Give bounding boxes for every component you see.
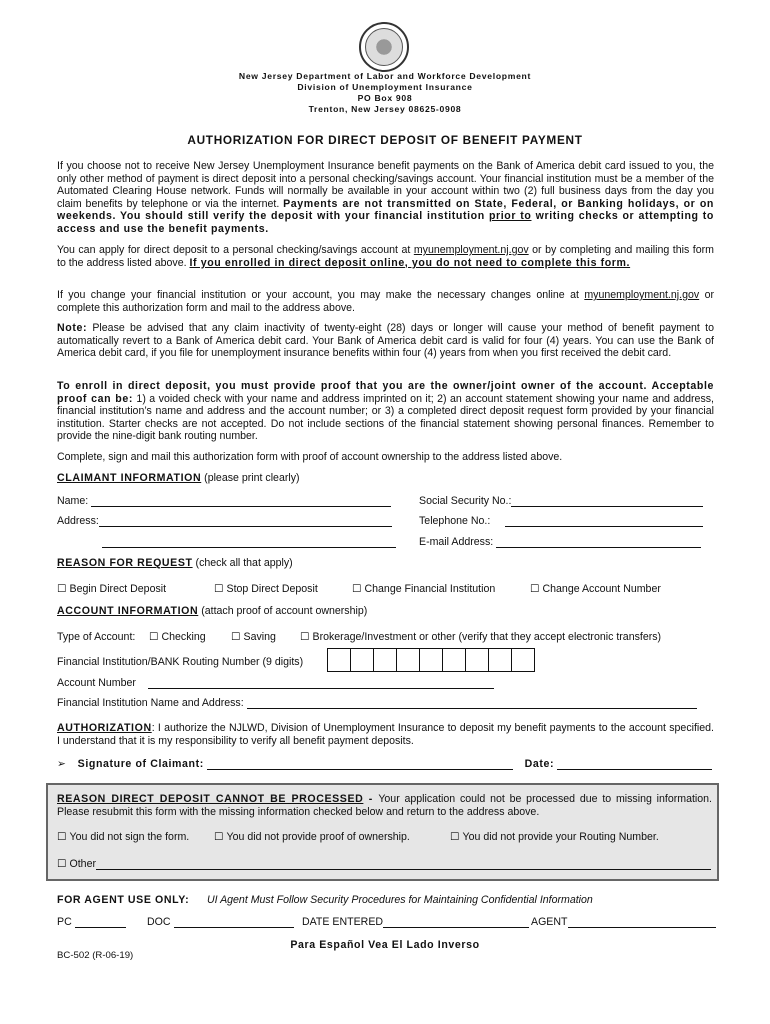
complete-instructions: Complete, sign and mail this authorization form with proof of account ownership to the address listed above.	[57, 451, 563, 463]
checkbox-icon: ☐	[57, 831, 67, 843]
not-processed-text: REASON DIRECT DEPOSIT CANNOT BE PROCESSED - Your application could not be processed due to missing information. Please resubmit this form with the missing information checked below and return to the address above.	[57, 793, 713, 818]
note-paragraph: Note: Please be advised that any claim inactivity of twenty-eight (28) days or longer will cause your method of benefit payment to automatically revert to a Bank of America debit card. Your Bank of America debit card is valid for four (4) years. You can use the Bank of America debit card, if you file for unemployment insurance benefits within four (4) years from when you first received the debit card.	[57, 322, 714, 360]
agency-name: New Jersey Department of Labor and Workforce Development	[238, 71, 532, 81]
ssn-field[interactable]: Social Security No.:	[419, 495, 703, 507]
financial-institution-field[interactable]: Financial Institution Name and Address:	[57, 697, 697, 709]
division-name: Division of Unemployment Insurance	[297, 82, 473, 92]
checkbox-icon: ☐	[57, 583, 67, 595]
no-proof-checkbox[interactable]: ☐ You did not provide proof of ownership.	[214, 831, 410, 843]
account-number-field[interactable]: Account Number	[57, 677, 494, 689]
begin-deposit-checkbox[interactable]: ☐ Begin Direct Deposit	[57, 583, 167, 595]
checkbox-icon: ☐	[300, 631, 310, 643]
website-link[interactable]: myunemployment.nj.gov	[584, 289, 700, 301]
other-checkbox[interactable]: ☐ Other	[57, 858, 711, 870]
not-signed-checkbox[interactable]: ☐ You did not sign the form.	[57, 831, 190, 843]
checking-checkbox[interactable]: ☐ Checking	[149, 631, 206, 643]
email-field[interactable]: E-mail Address:	[419, 536, 701, 548]
signature-row[interactable]: ➢ Signature of Claimant: Date:	[57, 758, 712, 770]
agent-field[interactable]: AGENT	[531, 916, 716, 928]
claimant-section-heading: CLAIMANT INFORMATION (please print clearly)	[57, 472, 300, 484]
pc-field[interactable]: PC	[57, 916, 126, 928]
checkbox-icon: ☐	[57, 858, 67, 870]
no-routing-checkbox[interactable]: ☐ You did not provide your Routing Number.	[450, 831, 659, 843]
change-paragraph: If you change your financial institution or your account, you may make the necessary changes online at myunemployment.nj.gov or complete this authorization form and mail to the address above.	[57, 289, 714, 314]
checkbox-icon: ☐	[214, 583, 224, 595]
form-title: AUTHORIZATION FOR DIRECT DEPOSIT OF BENEFIT PAYMENT	[187, 133, 583, 147]
checkbox-icon: ☐	[214, 831, 224, 843]
account-section-heading: ACCOUNT INFORMATION (attach proof of account ownership)	[57, 605, 368, 617]
checkbox-icon: ☐	[450, 831, 460, 843]
change-institution-checkbox[interactable]: ☐ Change Financial Institution	[352, 583, 496, 595]
telephone-field[interactable]: Telephone No.:	[419, 515, 703, 527]
address-field[interactable]: Address:	[57, 515, 392, 527]
website-link[interactable]: myunemployment.nj.gov	[413, 244, 529, 256]
po-box: PO Box 908	[357, 93, 413, 103]
type-of-account-label: Type of Account:	[57, 631, 136, 643]
reason-section-heading: REASON FOR REQUEST (check all that apply)	[57, 557, 293, 569]
form-number: BC-502 (R-06-19)	[57, 950, 134, 961]
not-processed-panel	[46, 783, 719, 881]
doc-field[interactable]: DOC	[147, 916, 294, 928]
enroll-paragraph: To enroll in direct deposit, you must provide proof that you are the owner/joint owner of the account. Acceptable proof can be: 1) a voided check with your name and address imprinted on it; 2) an account statement showing your name and address, financial institution’s name and address and the account number; or 3) a completed direct deposit request form provided by your financial institution. Starter checks are not accepted. Do not include sections of the financial statement showing personal finances. Remember to provide the nine-digit bank routing number.	[57, 380, 714, 443]
routing-number-label: Financial Institution/BANK Routing Number (9 digits)	[57, 656, 304, 668]
spanish-note: Para Español Vea El Lado Inverso	[290, 939, 480, 951]
brokerage-checkbox[interactable]: ☐ Brokerage/Investment or other (verify that they accept electronic transfers)	[300, 631, 662, 643]
date-entered-field[interactable]: DATE ENTERED	[302, 916, 529, 928]
nj-state-seal-icon	[359, 22, 409, 72]
stop-deposit-checkbox[interactable]: ☐ Stop Direct Deposit	[214, 583, 318, 595]
saving-checkbox[interactable]: ☐ Saving	[231, 631, 276, 643]
checkbox-icon: ☐	[352, 583, 362, 595]
checkbox-icon: ☐	[231, 631, 241, 643]
change-account-checkbox[interactable]: ☐ Change Account Number	[530, 583, 661, 595]
address-line-2[interactable]	[102, 536, 396, 548]
authorization-paragraph: AUTHORIZATION: I authorize the NJLWD, Division of Unemployment Insurance to deposit my benefit payments to the account specified. I understand that it is my responsibility to verify all benefit payment deposits.	[57, 722, 714, 747]
name-field[interactable]: Name:	[57, 495, 391, 507]
agent-use-row: FOR AGENT USE ONLY: UI Agent Must Follow Security Procedures for Maintaining Confidential Information	[57, 894, 593, 906]
apply-paragraph: You can apply for direct deposit to a personal checking/savings account at myunemployment.nj.gov or by completing and mailing this form to the address listed above. If you enrolled in direct deposit online, you do not need to complete this form.	[57, 244, 714, 269]
checkbox-icon: ☐	[149, 631, 159, 643]
checkbox-icon: ☐	[530, 583, 540, 595]
routing-number-boxes[interactable]	[327, 648, 535, 672]
intro-paragraph: If you choose not to receive New Jersey Unemployment Insurance benefit payments on the Bank of America debit card issued to you, the only other method of payment is direct deposit into a personal checking/savings account. Your financial institution must be a member of the Automated Clearing House network. Funds will normally be available in your account within two (2) full business days from the day you claim benefits by telephone or via the internet. Payments are not transmitted on State, Federal, or Banking holidays, or on weekends. You should still verify the deposit with your financial institution prior to writing checks or attempting to access and use the benefit payments.	[57, 160, 714, 235]
city-address: Trenton, New Jersey 08625-0908	[308, 104, 462, 114]
arrow-icon: ➢	[57, 758, 66, 770]
